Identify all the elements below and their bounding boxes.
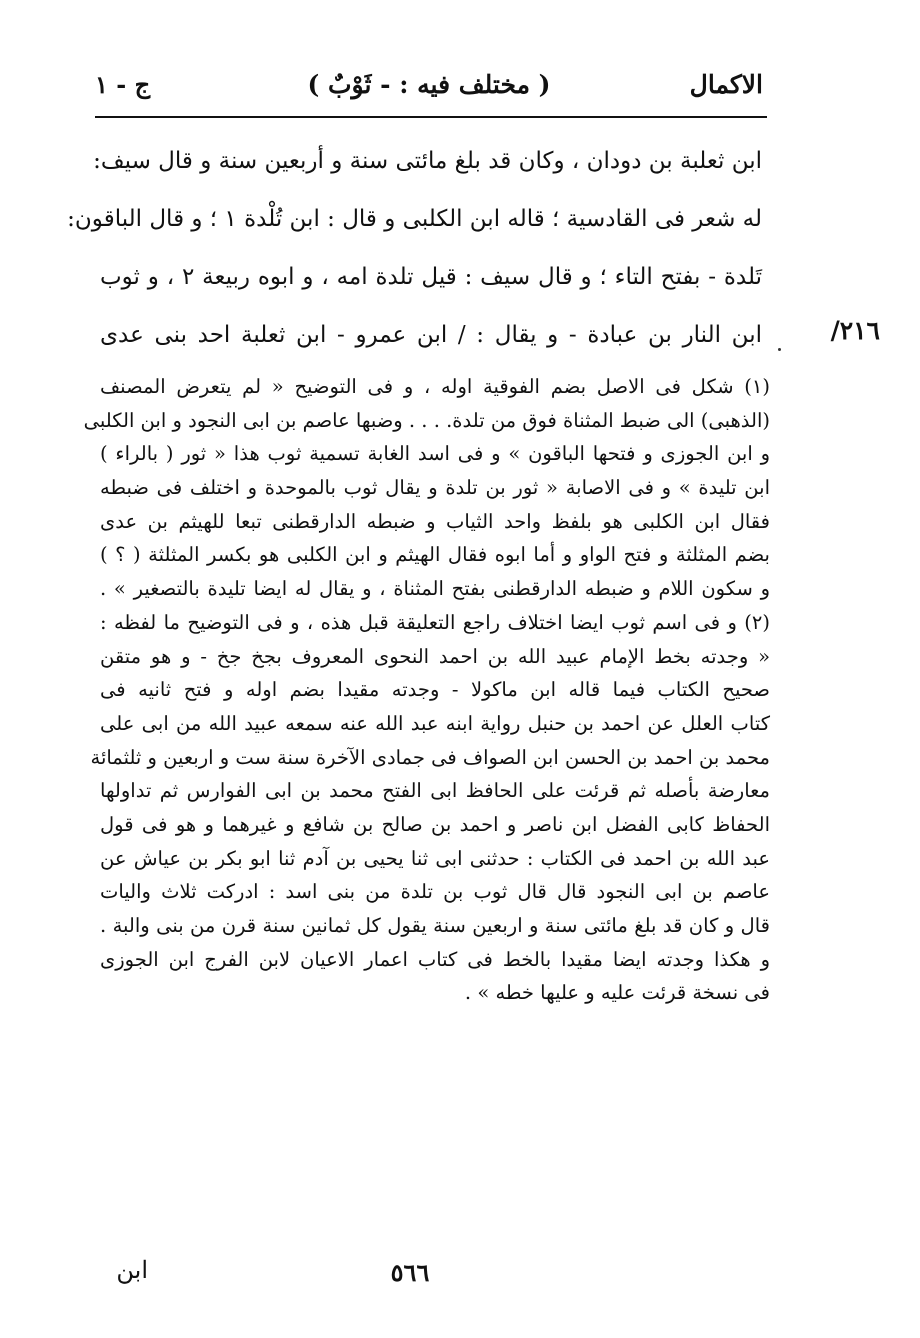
footnote-line: (١) شكل فى الاصل بضم الفوقية اوله ، و فى التوضيح « لم يتعرض المصنف [100, 375, 770, 398]
footnote-line: بضم المثلثة و فتح الواو و أما ابوه فقال الهيثم و ابن الكلبى هو بكسر المثلثة ( ؟ ) [100, 543, 770, 567]
footnote-line: قال و كان قد بلغ مائتى سنة و اربعين سنة يقول كل ثمانين سنة قرن من بنى والبة . [100, 914, 770, 937]
main-text-line: ابن النار بن عبادة - و يقال : / ابن عمرو - ابن ثعلبة احد بنى عدى [100, 322, 762, 348]
footnote-line: و ابن الجوزى و فتحها الباقون » و فى اسد الغابة تسمية ثوب هذا « ثور ( بالراء ) [100, 442, 770, 466]
book-title: الاكمال [689, 70, 763, 99]
footnotes [83, 370, 770, 1010]
footnote-line: فى نسخة قرئت عليه و عليها خطه » . [464, 981, 770, 1005]
footnote-line: « وجدته بخط الإمام عبيد الله بن احمد النحوى المعروف بجخ جخ - و هو متقن [100, 644, 770, 668]
header-divider [95, 116, 767, 118]
main-text-line: له شعر فى القادسية ؛ قاله ابن الكلبى و قال : ابن تُلْدة ١ ؛ و قال الباقون: [67, 206, 762, 232]
running-header [95, 62, 763, 106]
footnote-line: عاصم بن ابى النجود قال قال ثوب بن تلدة من بنى اسد : ادركت ثلاث واليات [100, 880, 770, 904]
footnote-line: عبد الله بن احمد فى الكتاب : حدثنى ابى ثنا يحيى بن آدم ثنا ابو بكر بن عياش عن [100, 846, 770, 870]
footnote-line: كتاب العلل عن احمد بن حنبل رواية ابنه عبد الله عنه سمعه عبيد الله من ابى على [100, 711, 770, 735]
footnote-line: محمد بن احمد بن الحسن ابن الصواف فى جمادى الآخرة سنة ست و اربعين و ثلثمائة [90, 745, 770, 769]
footnote-line: صحيح الكتاب فيما قاله ابن ماكولا - وجدته مقيدا بضم اوله و فتح ثانيه فى [100, 678, 770, 702]
footnote-line: معارضة بأصله ثم قرئت على الحافظ ابى الفتح محمد بن ابى الفوارس ثم تداولها [100, 779, 770, 803]
footnote-line: ابن تليدة » و فى الاصابة « ثور بن تلدة و يقال ثوب بالموحدة و اختلف فى ضبطه [100, 476, 770, 500]
footnote-line: و هكذا وجدته ايضا مقيدا بالخط فى كتاب اعمار الاعيان لابن الفرج ابن الجوزى [100, 947, 770, 971]
main-text-line: تَلدة - بفتح التاء ؛ و قال سيف : قيل تلدة امه ، و ابوه ربيعة ٢ ، و ثوب [100, 264, 762, 290]
main-text-line: ابن ثعلبة بن دودان ، وكان قد بلغ مائتى سنة و أربعين سنة و قال سيف: [93, 148, 762, 174]
footnote-line: و سكون اللام و ضبطه الدارقطنى بفتح المثناة ، و يقال له ايضا تليدة بالتصغير » . [100, 577, 770, 601]
page-number: ٥٦٦ [390, 1258, 430, 1287]
main-text [67, 132, 762, 364]
footnote-line: فقال ابن الكلبى هو بلفظ واحد الثياب و ضبطه الدارقطنى تبعا للهيثم بن عدى [100, 509, 770, 533]
original-page-marker: ٢١٦/ [830, 316, 880, 345]
footnote-line: (الذهبى) الى ضبط المثناة فوق من تلدة. . . . وضبها عاصم بن ابى النجود و ابن الكلبى [83, 408, 770, 432]
footnote-line: الحفاظ كابى الفضل ابن ناصر و احمد بن صالح بن شافع و غيرهما و هو فى قول [100, 812, 770, 836]
entry-heading: ( مختلف فيه : - ثَوْبٌ ) [307, 70, 551, 99]
catchword: ابن [116, 1256, 148, 1284]
marker-dot [778, 336, 788, 340]
volume-number: ج - ١ [95, 70, 151, 99]
footnote-line: (٢) و فى اسم ثوب ايضا اختلاف راجع التعليقة قبل هذه ، و فى التوضيح ما لفظه : [100, 610, 770, 634]
